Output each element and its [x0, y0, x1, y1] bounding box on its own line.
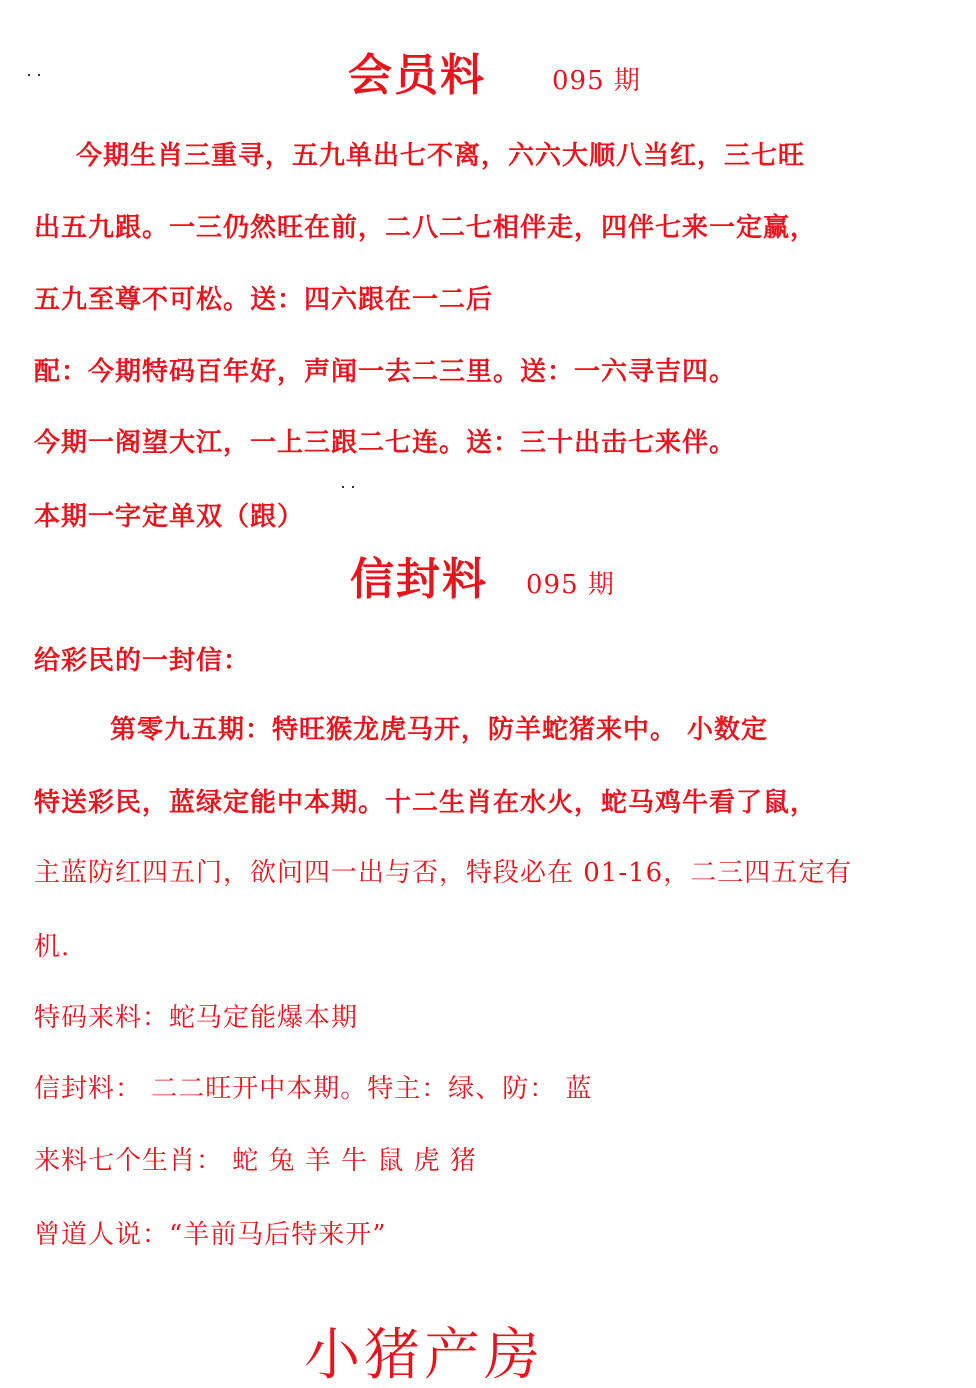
scan-speck [38, 74, 40, 76]
scan-speck [342, 486, 344, 488]
section1-line: 今期生肖三重寻，五九单出七不离，六六大顺八当红，三七旺 [76, 141, 806, 171]
section2-line: 来料七个生肖： 蛇 兔 羊 牛 鼠 虎 猪 [34, 1146, 477, 1176]
section2-line: 第零九五期：特旺猴龙虎马开，防羊蛇猪来中。 小数定 [110, 715, 769, 745]
section2-line: 给彩民的一封信： [34, 646, 251, 676]
section2-line: 特码来料：蛇马定能爆本期 [34, 1003, 359, 1033]
scan-speck [352, 486, 354, 488]
section2-line: 主蓝防红四五门，欲问四一出与否，特段必在 01-16，二三四五定有 [34, 858, 853, 888]
section1-line: 今期一阁望大江，一上三跟二七连。送：三十出击七来伴。 [34, 428, 737, 458]
section2-issue: 095 期 [526, 570, 615, 600]
section2-title: 信封料 [350, 554, 488, 605]
section1-issue: 095 期 [552, 66, 641, 96]
section1-line: 五九至尊不可松。送：四六跟在一二后 [34, 285, 494, 315]
section1-line: 出五九跟。一三仍然旺在前，二八二七相伴走，四伴七来一定赢， [34, 213, 818, 243]
section2-line: 机. [34, 932, 71, 962]
section2-line: 信封料： 二二旺开中本期。特主：绿、防： 蓝 [34, 1074, 593, 1104]
section1-line: 本期一字定单双（跟） [34, 502, 305, 532]
footer-title: 小猪产房 [304, 1323, 544, 1388]
scan-speck [28, 74, 30, 76]
section1-line: 配：今期特码百年好，声闻一去二三里。送：一六寻吉四。 [34, 357, 737, 387]
section2-line: 曾道人说：“羊前马后特来开” [34, 1220, 387, 1250]
section1-title: 会员料 [348, 50, 486, 101]
section2-line: 特送彩民，蓝绿定能中本期。十二生肖在水火，蛇马鸡牛看了鼠， [34, 788, 818, 818]
